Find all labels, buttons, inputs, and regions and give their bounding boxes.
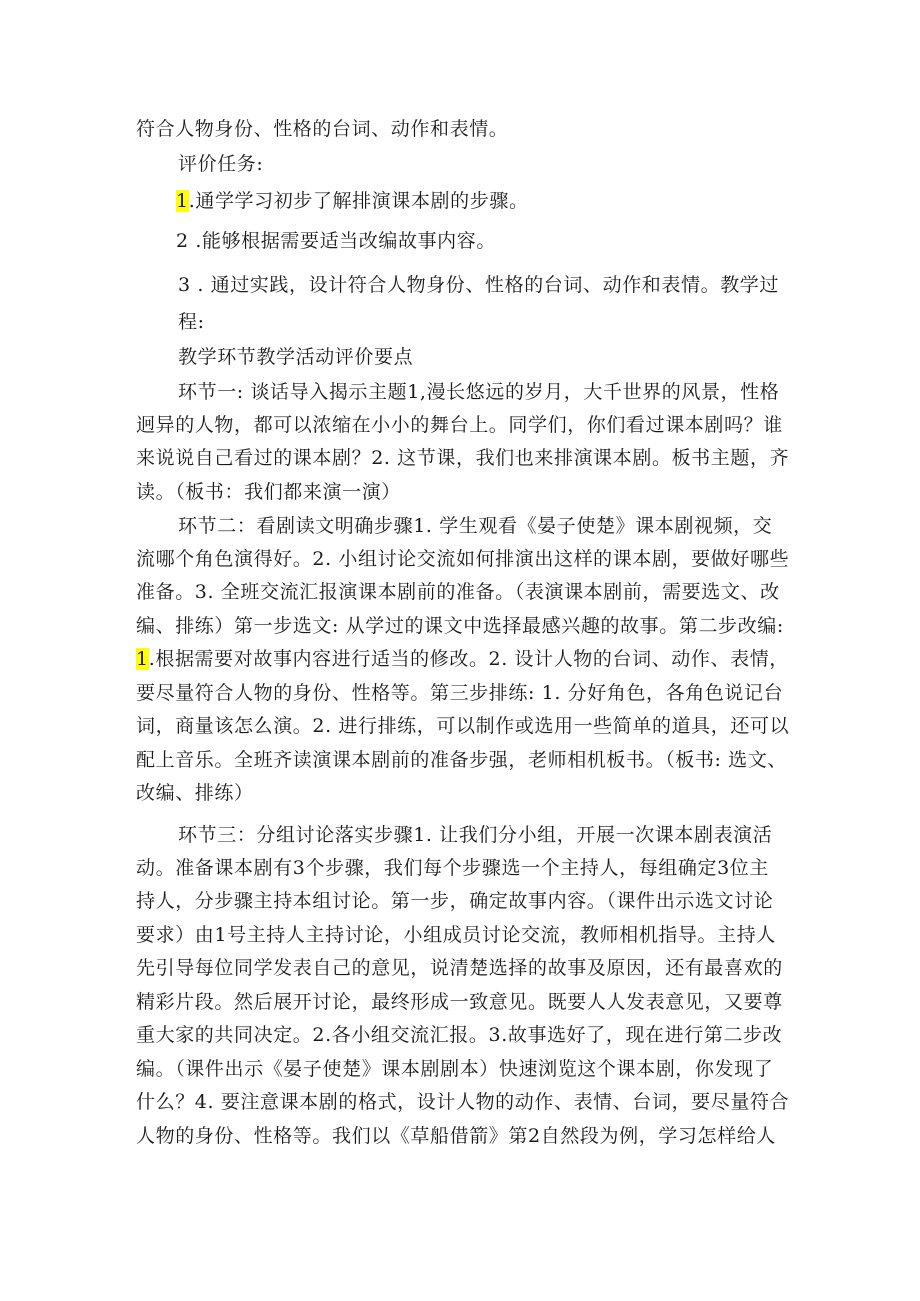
stage-3-line-3: 持人，分步骤主持本组讨论。第一步，确定故事内容。（课件出示选文讨论: [136, 890, 774, 912]
highlighted-number: 1: [176, 190, 189, 212]
stage-3-line-7: 重大家的共同决定。2.各小组交流汇报。3.故事选好了，现在进行第二步改: [136, 1024, 783, 1046]
stage-3-line-8: 编。（课件出示《晏子使楚》课本剧剧本）快速浏览这个课本剧，你发现了: [136, 1058, 774, 1080]
stage-2-line-1: 环节二：看剧读文明确步骤1. 学生观看《晏子使楚》课本剧视频，交: [178, 515, 773, 537]
stage-3-line-10: 人物的身份、性格等。我们以《草船借箭》第2自然段为例，学习怎样给人: [136, 1125, 776, 1147]
stage-3-line-1: 环节三：分组讨论落实步骤1. 让我们分小组，开展一次课本剧表演活: [178, 824, 773, 846]
evaluation-task-3: 3 . 通过实践，设计符合人物身份、性格的台词、动作和表情。教学过: [178, 274, 780, 296]
text-line-1: 符合人物身份、性格的台词、动作和表情。: [136, 118, 509, 140]
stage-3-line-6: 精彩片段。然后展开讨论，最终形成一致意见。既要人人发表意见，又要尊: [136, 991, 783, 1013]
stage-1-line-4: 读。（板书：我们都来演一演）: [136, 481, 401, 503]
stage-3-line-5: 先引导每位同学发表自己的意见，说清楚选择的故事及原因，还有最喜欢的: [136, 957, 783, 979]
highlighted-number: 1: [136, 648, 149, 670]
stage-2-line-5: [136, 646, 789, 672]
stage-1-line-2: 迥异的人物，都可以浓缩在小小的舞台上。同学们，你们看过课本剧吗？谁: [136, 414, 783, 436]
stage-3-line-4: 要求）由1号主持人主持讨论，小组成员讨论交流，教师相机指导。主持人: [136, 924, 776, 946]
stage-2-line-7: 词，商量该怎么演。2. 进行排练，可以制作或选用一些简单的道具，还可以: [136, 715, 790, 737]
evaluation-task-1: [176, 188, 529, 214]
text-line-6: 程:: [178, 311, 205, 333]
stage-2-line-6: 要尽量符合人物的身份、性格等。第三步排练: 1. 分好角色，各角色说记台: [136, 682, 784, 704]
stage-1-line-3: 来说说自己看过的课本剧？2. 这节课，我们也来排演课本剧。板书主题，齐: [136, 447, 790, 469]
stage-2-line-2: 流哪个角色演得好。2. 小组讨论交流如何排演出这样的课本剧，要做好哪些: [136, 548, 790, 570]
evaluation-task-1-text: .通学学习初步了解排演课本剧的步骤。: [188, 190, 529, 212]
evaluation-task-2: 2 .能够根据需要适当改编故事内容。: [176, 230, 496, 252]
stage-3-line-9: 什么？4. 要注意课本剧的格式，设计人物的动作、表情、台词，要尽量符合: [136, 1091, 790, 1113]
stage-2-line-9: 改编、排练）: [136, 782, 254, 804]
table-heading-line: 教学环节教学活动评价要点: [178, 346, 414, 368]
stage-2-line-8: 配上音乐。全班齐读演课本剧前的准备步强，老师相机板书。（板书: 选文、: [136, 749, 787, 771]
stage-2-line-5-text: .根据需要对故事内容进行适当的修改。2. 设计人物的台词、动作、表情，: [148, 648, 789, 670]
stage-2-line-4: 编、排练）第一步选文: 从学过的课文中选择最感兴趣的故事。第二步改编:: [136, 615, 784, 637]
stage-3-line-2: 动。准备课本剧有3个步骤，我们每个步骤选一个主持人，每组确定3位主: [136, 857, 769, 879]
stage-1-line-1: 环节一: 谈话导入揭示主题1,漫长悠远的岁月，大千世界的风景，性格: [178, 381, 780, 403]
stage-2-line-3: 准备。3. 全班交流汇报演课本剧前的准备。（表演课本剧前，需要选文、改: [136, 581, 780, 603]
evaluation-tasks-heading: 评价任务:: [178, 153, 264, 175]
